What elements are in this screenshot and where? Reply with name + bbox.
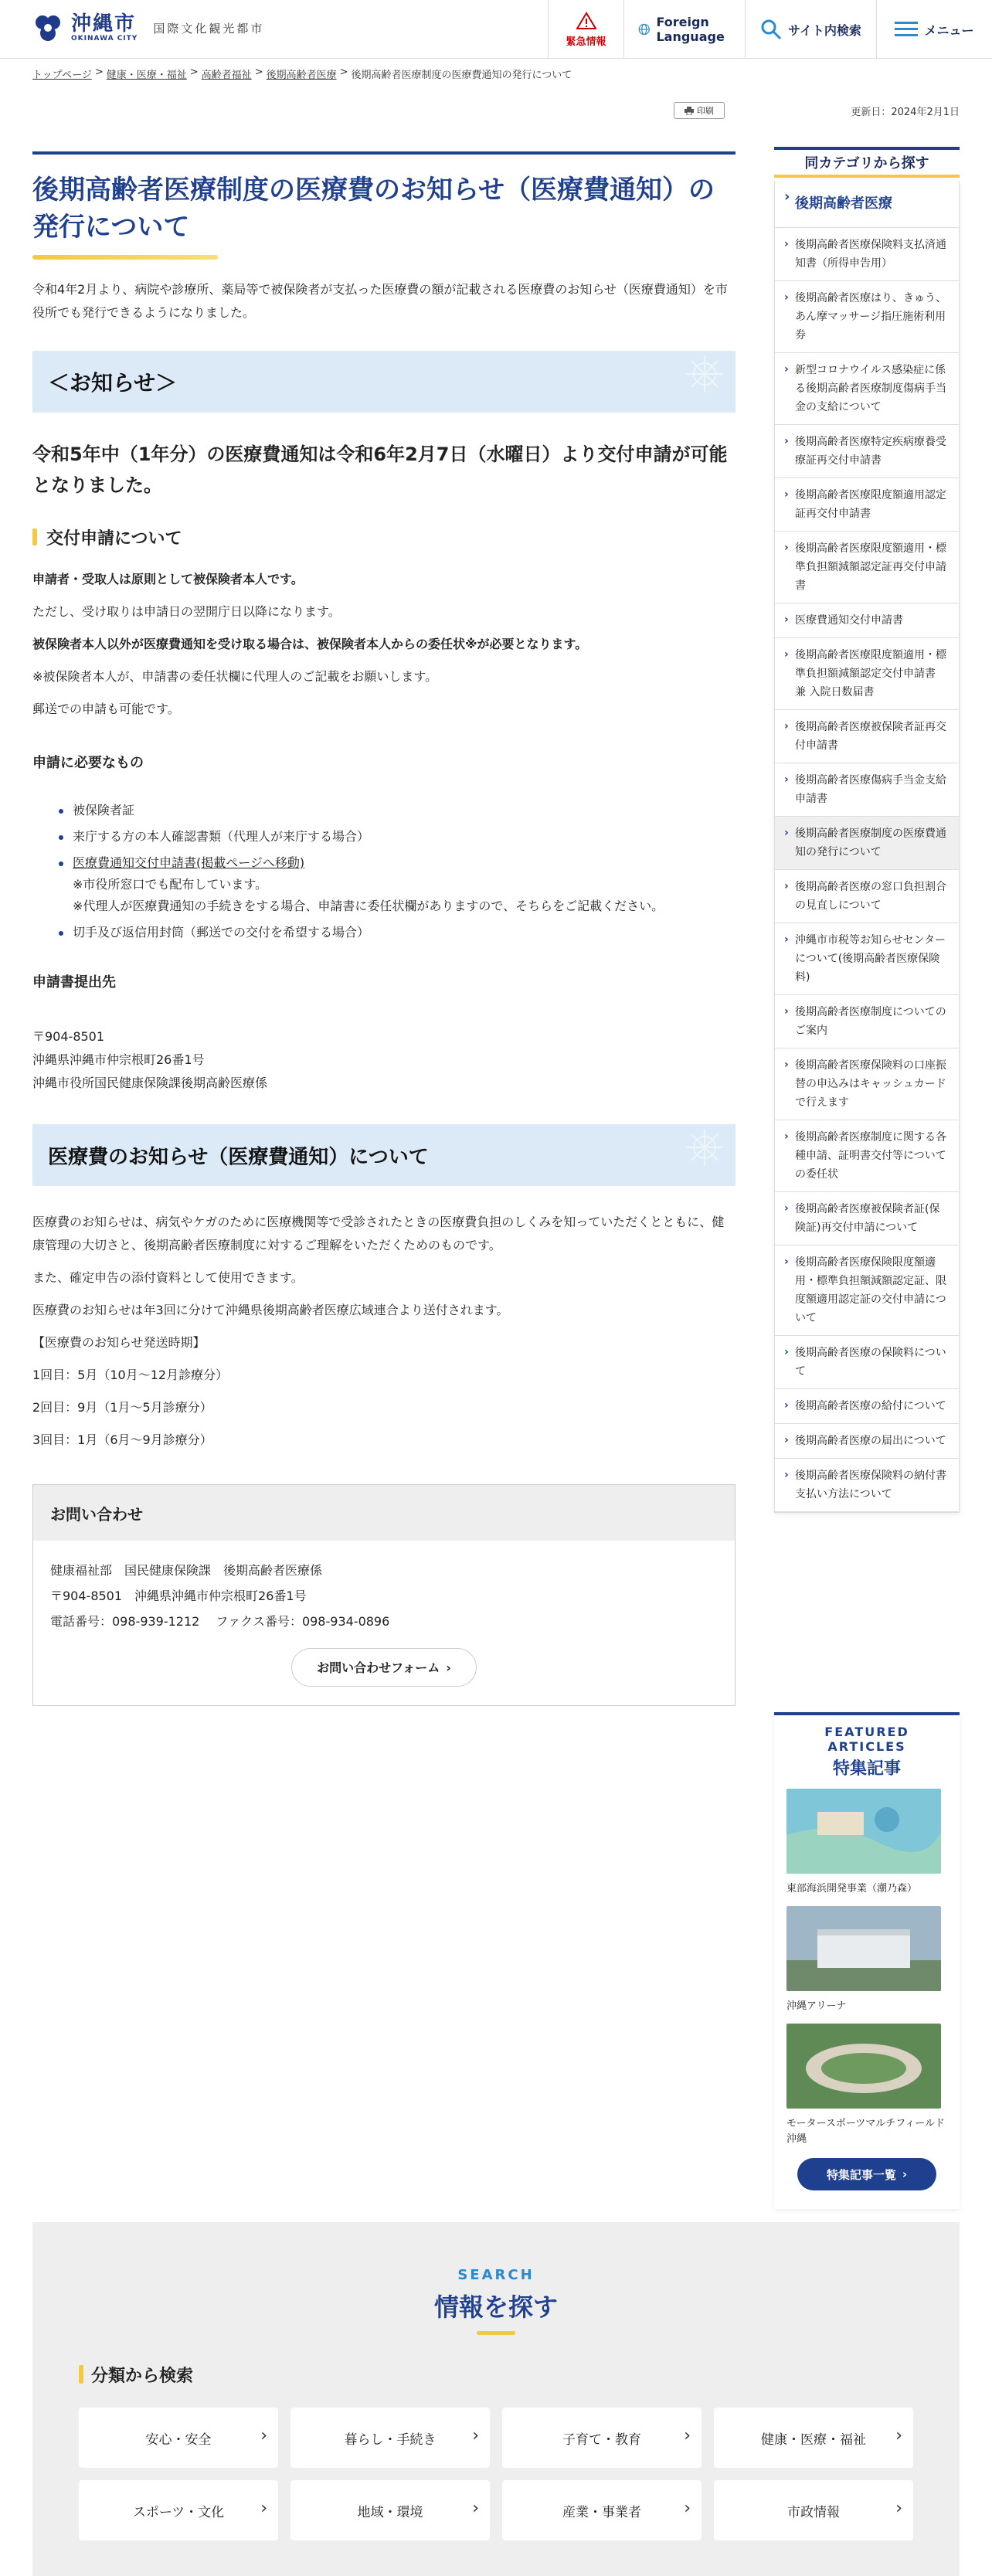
page-title: 後期高齢者医療制度の医療費のお知らせ（医療費通知）の発行について [32,151,736,246]
about-text: 3回目：1月（6月～9月診療分） [32,1432,212,1447]
foreign-language-label: Foreign Language [656,15,725,44]
sidebar-item[interactable]: › 後期高齢者医療被保険者証(保険証)再交付申請について [775,1192,959,1246]
list-item: 切手及び返信用封筒（郵送での交付を希望する場合） [73,922,736,943]
submit-heading: 申請書提出先 [32,974,116,991]
featured-caption: モータースポーツマルチフィールド沖縄 [786,2118,946,2145]
sidebar-item[interactable]: › 後期高齢者医療制度に関する各種申請、証明書交付等についての委任状 [775,1120,959,1192]
search-icon [760,19,782,40]
contact-phone: 電話番号：098-939-1212 ファクス番号：098-934-0896 [50,1614,390,1629]
featured-item[interactable] [786,2024,947,2147]
apply-proxy: 被保険者本人以外が医療費通知を受け取る場合は、被保険者本人からの委任状※が必要となります。 [32,637,588,651]
sidebar-item-top[interactable]: › 後期高齢者医療 [775,181,959,228]
category-industry[interactable]: 産業・事業者 › [502,2480,702,2540]
city-tagline: 国際文化観光都市 [153,21,265,36]
about-text: 医療費のお知らせは年3回に分けて沖縄県後期高齢者医療広域連合より送付されます。 [32,1303,509,1317]
sidebar-list [774,181,960,1513]
hamburger-icon [895,20,918,39]
header-nav [548,0,992,59]
featured-image-aerial-map [786,1789,941,1874]
contact-dept: 健康福祉部 国民健康保険課 後期高齢者医療係 [50,1563,323,1578]
title-underline [32,255,218,260]
site-search-button[interactable] [745,0,876,59]
sidebar-item[interactable]: › 後期高齢者医療限度額適用・標準負担額減額認定交付申請書 兼 入院日数届書 [775,638,959,710]
chevron-right-icon: › [446,1660,451,1675]
category-sports-culture[interactable]: スポーツ・文化 › [79,2480,278,2540]
sidebar-item-current[interactable]: › 後期高齢者医療制度の医療費通知の発行について [775,817,959,870]
sidebar-item[interactable]: › 後期高齢者医療限度額適用・標準負担額減額認定証再交付申請書 [775,532,959,603]
contact-form-label: お問い合わせフォーム [317,1660,440,1675]
list-item: 被保険者証 [73,800,736,821]
city-emblem-icon [31,11,65,45]
sidebar [774,147,960,1513]
sidebar-item[interactable]: › 後期高齢者医療はり、きゅう、あん摩マッサージ指圧施術利用券 [775,281,959,353]
about-heading: 医療費のお知らせ（医療費通知）について [48,1145,429,1169]
notice-heading-box [32,351,736,413]
contact-title: お問い合わせ [33,1485,735,1541]
search-section [32,2222,960,2576]
list-item-note: ※代理人が医療費通知の手続きをする場合、申請書に委任状欄がありますので、そちらをご記載ください。 [73,899,664,913]
logo-name: 沖縄市 [71,12,137,36]
category-childcare[interactable]: 子育て・教育 › [502,2408,702,2468]
featured-item[interactable] [786,1789,947,1897]
foreign-language-button[interactable] [623,0,745,59]
about-text: 医療費のお知らせは、病気やケガのために医療機関等で受診されたときの医療費負担のしくみを知っていただくとともに、健康管理の大切さと、後期高齢者医療制度に対するご理解をいただくためのものです。 [32,1215,725,1252]
apply-heading: 交付申請について [32,525,736,549]
sidebar-item[interactable]: › 後期高齢者医療傷病手当金支給申請書 [775,763,959,817]
breadcrumb-health[interactable]: 健康・医療・福祉 [106,70,187,81]
updated-date: 更新日：2024年2月1日 [851,107,960,118]
search-jp-title: 情報を探す [433,2292,558,2322]
flower-decoration-icon [651,351,736,413]
category-living[interactable]: 暮らし・手続き › [290,2408,490,2468]
logo-text [71,13,138,42]
sidebar-item[interactable]: › 後期高齢者医療の給付について [775,1389,959,1424]
logo-english: OKINAWA CITY [71,35,138,42]
featured-caption: 東部海浜開発事業（潮乃森） [786,1883,918,1895]
sidebar-title: 同カテゴリから探す [774,147,960,178]
featured-image-motorsport-field [786,2024,941,2109]
required-items-heading: 申請に必要なもの [32,755,144,771]
about-text: 【医療費のお知らせ発送時期】 [32,1335,206,1350]
featured-image-arena [786,1906,941,1991]
contact-body [33,1541,735,1705]
sidebar-item[interactable]: › 後期高齢者医療保険料の口座振替の申込みはキャッシュカードで行えます [775,1048,959,1120]
sidebar-item[interactable]: › 医療費通知交付申請書 [775,603,959,638]
search-title-underline [477,2331,515,2335]
breadcrumb: トップページ > 健康・医療・福祉 > 高齢者福祉 > 後期高齢者医療 > 後期高齢者医療制度の医療費通知の発行について [32,66,572,81]
apply-receive: ただし、受け取りは申請日の翌開庁日以降になります。 [32,604,341,619]
category-search-heading: 分類から検索 [79,2363,193,2387]
sidebar-item[interactable]: › 新型コロナウイルス感染症に係る後期高齢者医療制度傷病手当金の支給について [775,353,959,425]
contact-box [32,1484,736,1706]
sidebar-item[interactable]: › 後期高齢者医療被保険者証再交付申請書 [775,710,959,763]
featured-articles [774,1712,960,2209]
print-button[interactable] [674,102,725,119]
sidebar-item[interactable]: › 後期高齢者医療保険料支払済通知書（所得申告用） [775,228,959,281]
intro-text: 令和4年2月より、病院や診療所、薬局等で被保険者が支払った医療費の額が記載される医療費のお知らせ（医療費通知）を市役所でも発行できるようになりました。 [32,282,728,320]
sidebar-item[interactable]: › 後期高齢者医療の届出について [775,1424,959,1459]
printer-icon [685,107,694,115]
submit-office: 沖縄市役所国民健康保険課後期高齢医療係 [32,1076,268,1090]
category-grid [79,2408,913,2540]
search-en-title: SEARCH [457,2267,535,2283]
site-logo[interactable] [31,11,264,45]
breadcrumb-late-stage-medical[interactable]: 後期高齢者医療 [266,70,337,81]
sidebar-item[interactable]: › 後期高齢者医療の保険料について [775,1336,959,1389]
site-header [0,0,992,59]
category-community[interactable]: 地域・環境 › [290,2480,490,2540]
site-search-label: サイト内検索 [788,22,861,38]
emergency-label: 緊急情報 [566,36,606,48]
chevron-right-icon: › [902,2167,908,2181]
about-text: また、確定申告の添付資料として使用できます。 [32,1270,304,1285]
category-safety[interactable]: 安心・安全 › [79,2408,278,2468]
sidebar-item[interactable]: › 後期高齢者医療限度額適用認定証再交付申請書 [775,478,959,532]
notice-heading: ＜お知らせ＞ [48,370,178,396]
list-item-note: ※市役所窓口でも配布しています。 [73,877,268,892]
list-item: 来庁する方の本人確認書類（代理人が来庁する場合） [73,826,736,848]
featured-list-button[interactable] [797,2158,936,2190]
globe-icon [638,19,650,39]
menu-button[interactable] [876,0,992,59]
sidebar-item[interactable]: › 後期高齢者医療保険料の納付書支払い方法について [775,1459,959,1512]
application-form-link[interactable]: 医療費通知交付申請書(掲載ページへ移動) [73,855,305,870]
print-label: 印刷 [697,106,714,116]
about-text: 2回目：9月（1月～5月診療分） [32,1400,212,1415]
submit-address [32,1025,736,1095]
notice-lead: 令和5年中（1年分）の医療費通知は令和6年2月7日（水曜日）より交付申請が可能となりました。 [32,443,728,496]
category-health[interactable]: 健康・医療・福祉 › [714,2408,913,2468]
breadcrumb-current: 後期高齢者医療制度の医療費通知の発行について [351,70,572,81]
warning-icon [576,12,596,30]
submit-street: 沖縄県沖縄市仲宗根町26番1号 [32,1052,205,1067]
sidebar-item[interactable]: › 後期高齢者医療制度についてのご案内 [775,995,959,1048]
featured-en-title: FEATURED ARTICLES [824,1725,909,1754]
breadcrumb-elderly-welfare[interactable]: 高齢者福祉 [201,70,252,81]
sidebar-item[interactable]: › 後期高齢者医療の窓口負担割合の見直しについて [775,870,959,923]
menu-label: メニュー [924,22,974,38]
emergency-button[interactable] [548,0,623,59]
sidebar-item[interactable]: › 後期高齢者医療特定疾病療養受療証再交付申請書 [775,425,959,478]
apply-applicant: 申請者・受取人は原則として被保険者本人です。 [32,572,304,586]
contact-address: 〒904-8501 沖縄県沖縄市仲宗根町26番1号 [50,1589,307,1603]
about-text: 1回目：5月（10月～12月診療分） [32,1368,229,1382]
breadcrumb-home[interactable]: トップページ [32,70,92,81]
about-heading-box [32,1124,736,1186]
apply-proxy-note: ※被保険者本人が、申請書の委任状欄に代理人のご記載をお願いします。 [32,669,438,684]
submit-zip: 〒904-8501 [32,1029,105,1044]
required-items-list [32,800,736,943]
featured-caption: 沖縄アリーナ [786,2000,847,2012]
sidebar-item[interactable]: › 沖縄市市税等お知らせセンターについて(後期高齢者医療保険料) [775,923,959,995]
main-content [32,151,736,1706]
sidebar-item[interactable]: › 後期高齢者医療保険限度額適用・標準負担額減額認定証、限度額適用認定証の交付申請について [775,1246,959,1336]
list-item [73,852,736,917]
featured-list-label: 特集記事一覧 [826,2167,896,2182]
category-city-info[interactable]: 市政情報 › [714,2480,913,2540]
apply-mail: 郵送での申請も可能です。 [32,702,180,716]
contact-form-button[interactable] [291,1648,477,1687]
flower-decoration-icon [651,1124,736,1186]
featured-jp-title: 特集記事 [832,1759,901,1779]
featured-item[interactable] [786,1906,947,2014]
